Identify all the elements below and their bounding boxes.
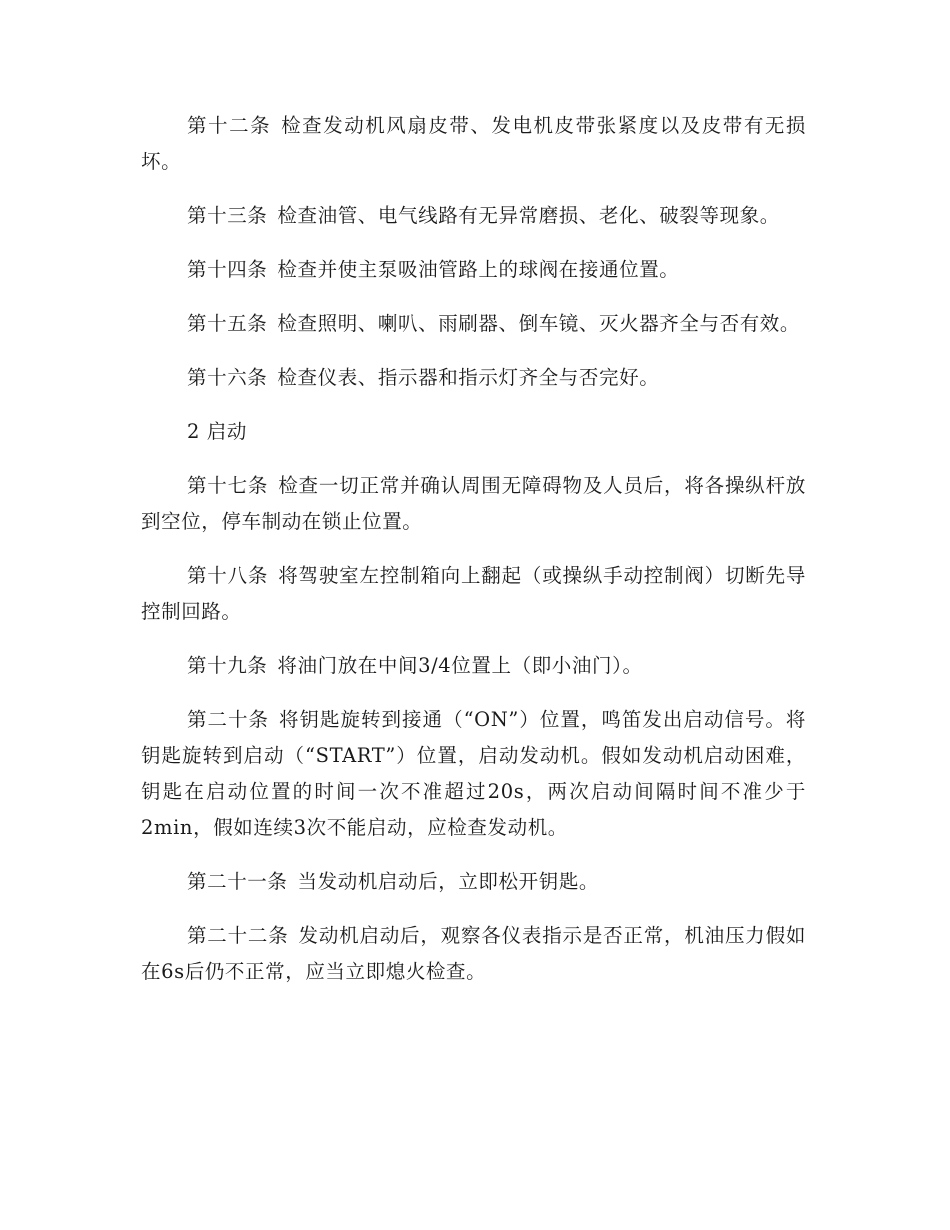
article-text: 检查仪表、指示器和指示灯齐全与否完好。 [277, 366, 660, 389]
article-14 [141, 252, 806, 288]
article-21 [141, 864, 806, 900]
article-number: 第十八条 [187, 564, 269, 587]
article-number: 第十九条 [187, 654, 268, 677]
article-text: 将钥匙旋转到接通（“ON”）位置，鸣笛发出启动信号。将钥匙旋转到启动（“START”）位置，启动发动机。假如发动机启动困难，钥匙在启动位置的时间一次不准超过20s，两次启动间隔时间不准少于2min，假如连续3次不能启动，应检查发动机。 [141, 708, 807, 839]
article-number: 第十四条 [187, 258, 268, 281]
article-text: 当发动机启动后，立即松开钥匙。 [297, 870, 600, 893]
article-number: 第十三条 [187, 204, 268, 227]
article-text: 将驾驶室左控制箱向上翻起（或操纵手动控制阀）切断先导控制回路。 [141, 564, 806, 623]
article-number: 第十七条 [187, 474, 269, 497]
article-text: 发动机启动后，观察各仪表指示是否正常，机油压力假如在6s后仍不正常，应当立即熄火检查。 [141, 924, 806, 983]
article-13 [141, 198, 806, 234]
article-19 [141, 648, 806, 684]
article-text: 检查并使主泵吸油管路上的球阀在接通位置。 [277, 258, 680, 281]
article-number: 第十五条 [187, 312, 268, 335]
article-number: 第二十一条 [187, 870, 288, 893]
article-number: 第十六条 [187, 366, 268, 389]
article-number: 第十二条 [187, 114, 272, 137]
article-17 [141, 468, 806, 540]
article-12 [141, 108, 806, 180]
section-heading: 2 启动 [187, 420, 248, 443]
article-number: 第二十条 [187, 708, 270, 731]
article-text: 将油门放在中间3/4位置上（即小油门）。 [277, 654, 643, 677]
article-text: 检查一切正常并确认周围无障碍物及人员后，将各操纵杆放到空位，停车制动在锁止位置。 [141, 474, 806, 533]
article-16 [141, 360, 806, 396]
document-body [141, 108, 806, 1008]
article-number: 第二十二条 [187, 924, 289, 947]
article-18 [141, 558, 806, 630]
article-text: 检查油管、电气线路有无异常磨损、老化、破裂等现象。 [277, 204, 780, 227]
article-text: 检查照明、喇叭、雨刷器、倒车镜、灭火器齐全与否有效。 [277, 312, 801, 335]
article-15 [141, 306, 806, 342]
article-20 [141, 702, 806, 846]
article-22 [141, 918, 806, 990]
article-text: 检查发动机风扇皮带、发电机皮带张紧度以及皮带有无损坏。 [141, 114, 806, 173]
